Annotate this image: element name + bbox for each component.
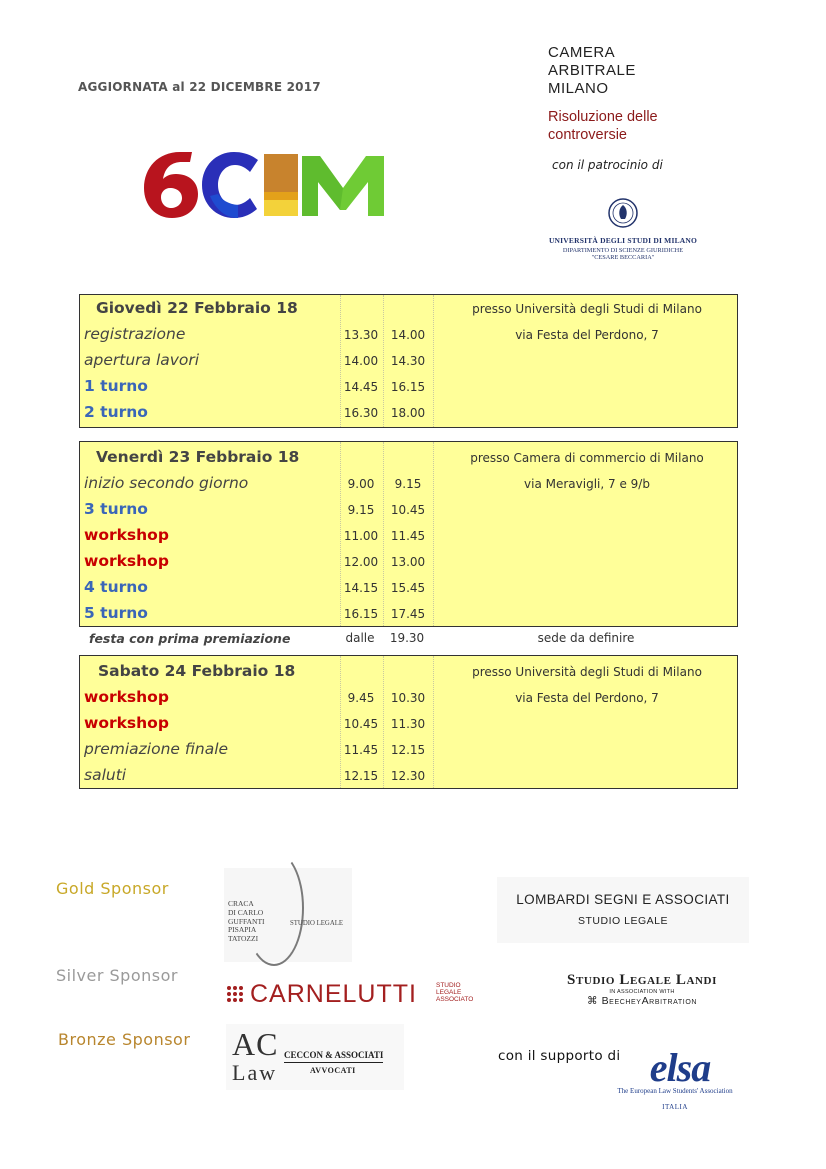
end-time: 12.30	[390, 769, 426, 783]
law-word: Law	[232, 1060, 278, 1085]
university-dept-sub: "CESARE BECCARIA"	[591, 254, 655, 261]
landi-name: Studio Legale Landi	[567, 972, 717, 988]
table-row	[80, 736, 737, 762]
elsa-wordmark: elsa	[649, 1045, 711, 1090]
day-2-header-row	[80, 444, 737, 470]
event-label: workshop	[84, 714, 169, 732]
lombardi-logo	[497, 877, 749, 943]
festa-time: 19.30	[389, 631, 425, 645]
university-name: UNIVERSITÀ DEGLI STUDI DI MILANO	[548, 236, 698, 245]
event-label: workshop	[84, 688, 169, 706]
camera-sub-line-2: controversie	[548, 127, 627, 143]
day-3-title: Sabato 24 Febbraio 18	[98, 662, 296, 680]
carnelutti-logo	[224, 980, 486, 1010]
day-1-location-1: presso Università degli Studi di Milano	[472, 302, 702, 316]
event-label: premiazione finale	[84, 740, 229, 758]
event-label: apertura lavori	[84, 351, 200, 369]
craca-logo	[224, 868, 352, 962]
craca-name-line: GUFFANTI	[228, 916, 265, 926]
craca-name-line: TATOZZI	[228, 934, 259, 944]
start-time: 16.30	[343, 406, 379, 420]
start-time: 11.45	[343, 743, 379, 757]
start-time: 11.00	[343, 529, 379, 543]
event-label: registrazione	[84, 325, 186, 343]
craca-name-line: DI CARLO	[228, 907, 264, 917]
carnelutti-side-line: LEGALE	[436, 989, 462, 996]
start-time: 16.15	[343, 607, 379, 621]
camera-line-2: ARBITRALE	[548, 62, 636, 79]
table-row	[80, 762, 737, 788]
day-2-location-2: via Meravigli, 7 e 9/b	[524, 477, 650, 491]
craca-name-line: PISAPIA	[228, 925, 257, 935]
event-label: 2 turno	[84, 403, 148, 421]
event-label: workshop	[84, 552, 169, 570]
table-row	[80, 347, 737, 373]
start-time: 14.45	[343, 380, 379, 394]
university-dept: DIPARTIMENTO DI SCIENZE GIURIDICHE	[562, 247, 684, 254]
event-label: 4 turno	[84, 578, 148, 596]
table-row	[80, 399, 737, 425]
end-time: 18.00	[390, 406, 426, 420]
end-time: 14.00	[390, 328, 426, 342]
festa-place: sede da definire	[537, 631, 635, 645]
schedule-day-3	[79, 655, 738, 789]
end-time: 14.30	[390, 354, 426, 368]
ceccon-sub: AVVOCATI	[310, 1066, 356, 1075]
elsa-sub-1: The European Law Students' Association	[617, 1087, 733, 1095]
end-time: 11.30	[390, 717, 426, 731]
event-label: inizio secondo giorno	[84, 474, 249, 492]
ac-law-logo	[226, 1024, 404, 1090]
university-seal-icon	[608, 198, 638, 228]
end-time: 15.45	[390, 581, 426, 595]
start-time: 9.00	[347, 477, 375, 491]
patrocinio-text: con il patrocinio di	[552, 158, 663, 172]
event-label: saluti	[84, 766, 127, 784]
silver-sponsor-label: Silver Sponsor	[56, 966, 178, 985]
table-row	[80, 600, 737, 626]
day-1-title: Giovedì 22 Febbraio 18	[96, 299, 298, 317]
table-row	[80, 496, 737, 522]
start-time: 13.30	[343, 328, 379, 342]
festa-from: dalle	[345, 631, 375, 645]
end-time: 16.15	[390, 380, 426, 394]
elsa-logo	[600, 1044, 750, 1126]
start-time: 9.15	[347, 503, 375, 517]
end-time: 9.15	[394, 477, 422, 491]
table-row	[80, 684, 737, 710]
event-label: 1 turno	[84, 377, 148, 395]
elsa-sub-2: ITALIA	[662, 1103, 688, 1111]
end-time: 11.45	[390, 529, 426, 543]
schedule-day-1	[79, 294, 738, 428]
table-row	[80, 321, 737, 347]
craca-name-line: CRACA	[228, 899, 254, 908]
event-label: workshop	[84, 526, 169, 544]
landi-partner-name: BeecheyArbitration	[601, 995, 698, 1007]
event-label: 3 turno	[84, 500, 148, 518]
camera-subtitle	[548, 108, 658, 144]
day-1-location-2: via Festa del Perdono, 7	[515, 328, 659, 342]
end-time: 10.30	[390, 691, 426, 705]
carnelutti-name: CARNELUTTI	[250, 980, 417, 1008]
bronze-sponsor-label: Bronze Sponsor	[58, 1030, 191, 1049]
event-label: 5 turno	[84, 604, 148, 622]
day-3-location-2: via Festa del Perdono, 7	[515, 691, 659, 705]
day-1-header-row	[80, 295, 737, 321]
lombardi-sub: STUDIO LEGALE	[578, 915, 668, 927]
end-time: 12.15	[390, 743, 426, 757]
gold-sponsor-label: Gold Sponsor	[56, 879, 169, 898]
table-row	[80, 574, 737, 600]
camera-line-1: CAMERA	[548, 44, 616, 61]
carnelutti-side-line: ASSOCIATO	[436, 996, 474, 1003]
6cim-logo	[140, 148, 390, 220]
camera-line-3: MILANO	[548, 80, 609, 97]
ac-letters: AC	[232, 1026, 279, 1062]
end-time: 17.45	[390, 607, 426, 621]
day-2-title: Venerdì 23 Febbraio 18	[96, 448, 300, 466]
schedule-day-2	[79, 441, 738, 627]
camera-sub-line-1: Risoluzione delle	[548, 109, 658, 125]
update-date: AGGIORNATA al 22 DICEMBRE 2017	[78, 80, 321, 94]
start-time: 12.00	[343, 555, 379, 569]
end-time: 13.00	[390, 555, 426, 569]
table-row	[80, 470, 737, 496]
table-row	[80, 373, 737, 399]
table-row	[80, 548, 737, 574]
craca-studio-legale: STUDIO LEGALE	[290, 920, 344, 927]
end-time: 10.45	[390, 503, 426, 517]
day-2-location-1: presso Camera di commercio di Milano	[470, 451, 704, 465]
carnelutti-side	[436, 982, 473, 1003]
start-time: 12.15	[343, 769, 379, 783]
table-row	[80, 710, 737, 736]
start-time: 10.45	[343, 717, 379, 731]
landi-partner	[540, 995, 744, 1007]
landi-logo	[540, 972, 744, 1007]
start-time: 9.45	[347, 691, 375, 705]
lombardi-name: LOMBARDI SEGNI E ASSOCIATI	[516, 892, 730, 907]
beechey-knot-icon: ⌘	[586, 995, 599, 1007]
camera-arbitrale-logo	[548, 44, 636, 98]
day-3-location-1: presso Università degli Studi di Milano	[472, 665, 702, 679]
carnelutti-dots-icon	[226, 985, 244, 1003]
festa-label: festa con prima premiazione	[89, 631, 291, 646]
ceccon-name: CECCON & ASSOCIATI	[284, 1050, 383, 1063]
landi-assoc: IN ASSOCIATION WITH	[609, 989, 675, 995]
university-logo	[548, 198, 698, 261]
day-3-header-row	[80, 658, 737, 684]
carnelutti-side-line: STUDIO	[436, 982, 461, 989]
start-time: 14.15	[343, 581, 379, 595]
start-time: 14.00	[343, 354, 379, 368]
table-row	[80, 522, 737, 548]
festa-row	[79, 628, 738, 652]
craca-names	[228, 900, 265, 944]
supporto-text: con il supporto di	[498, 1048, 621, 1064]
